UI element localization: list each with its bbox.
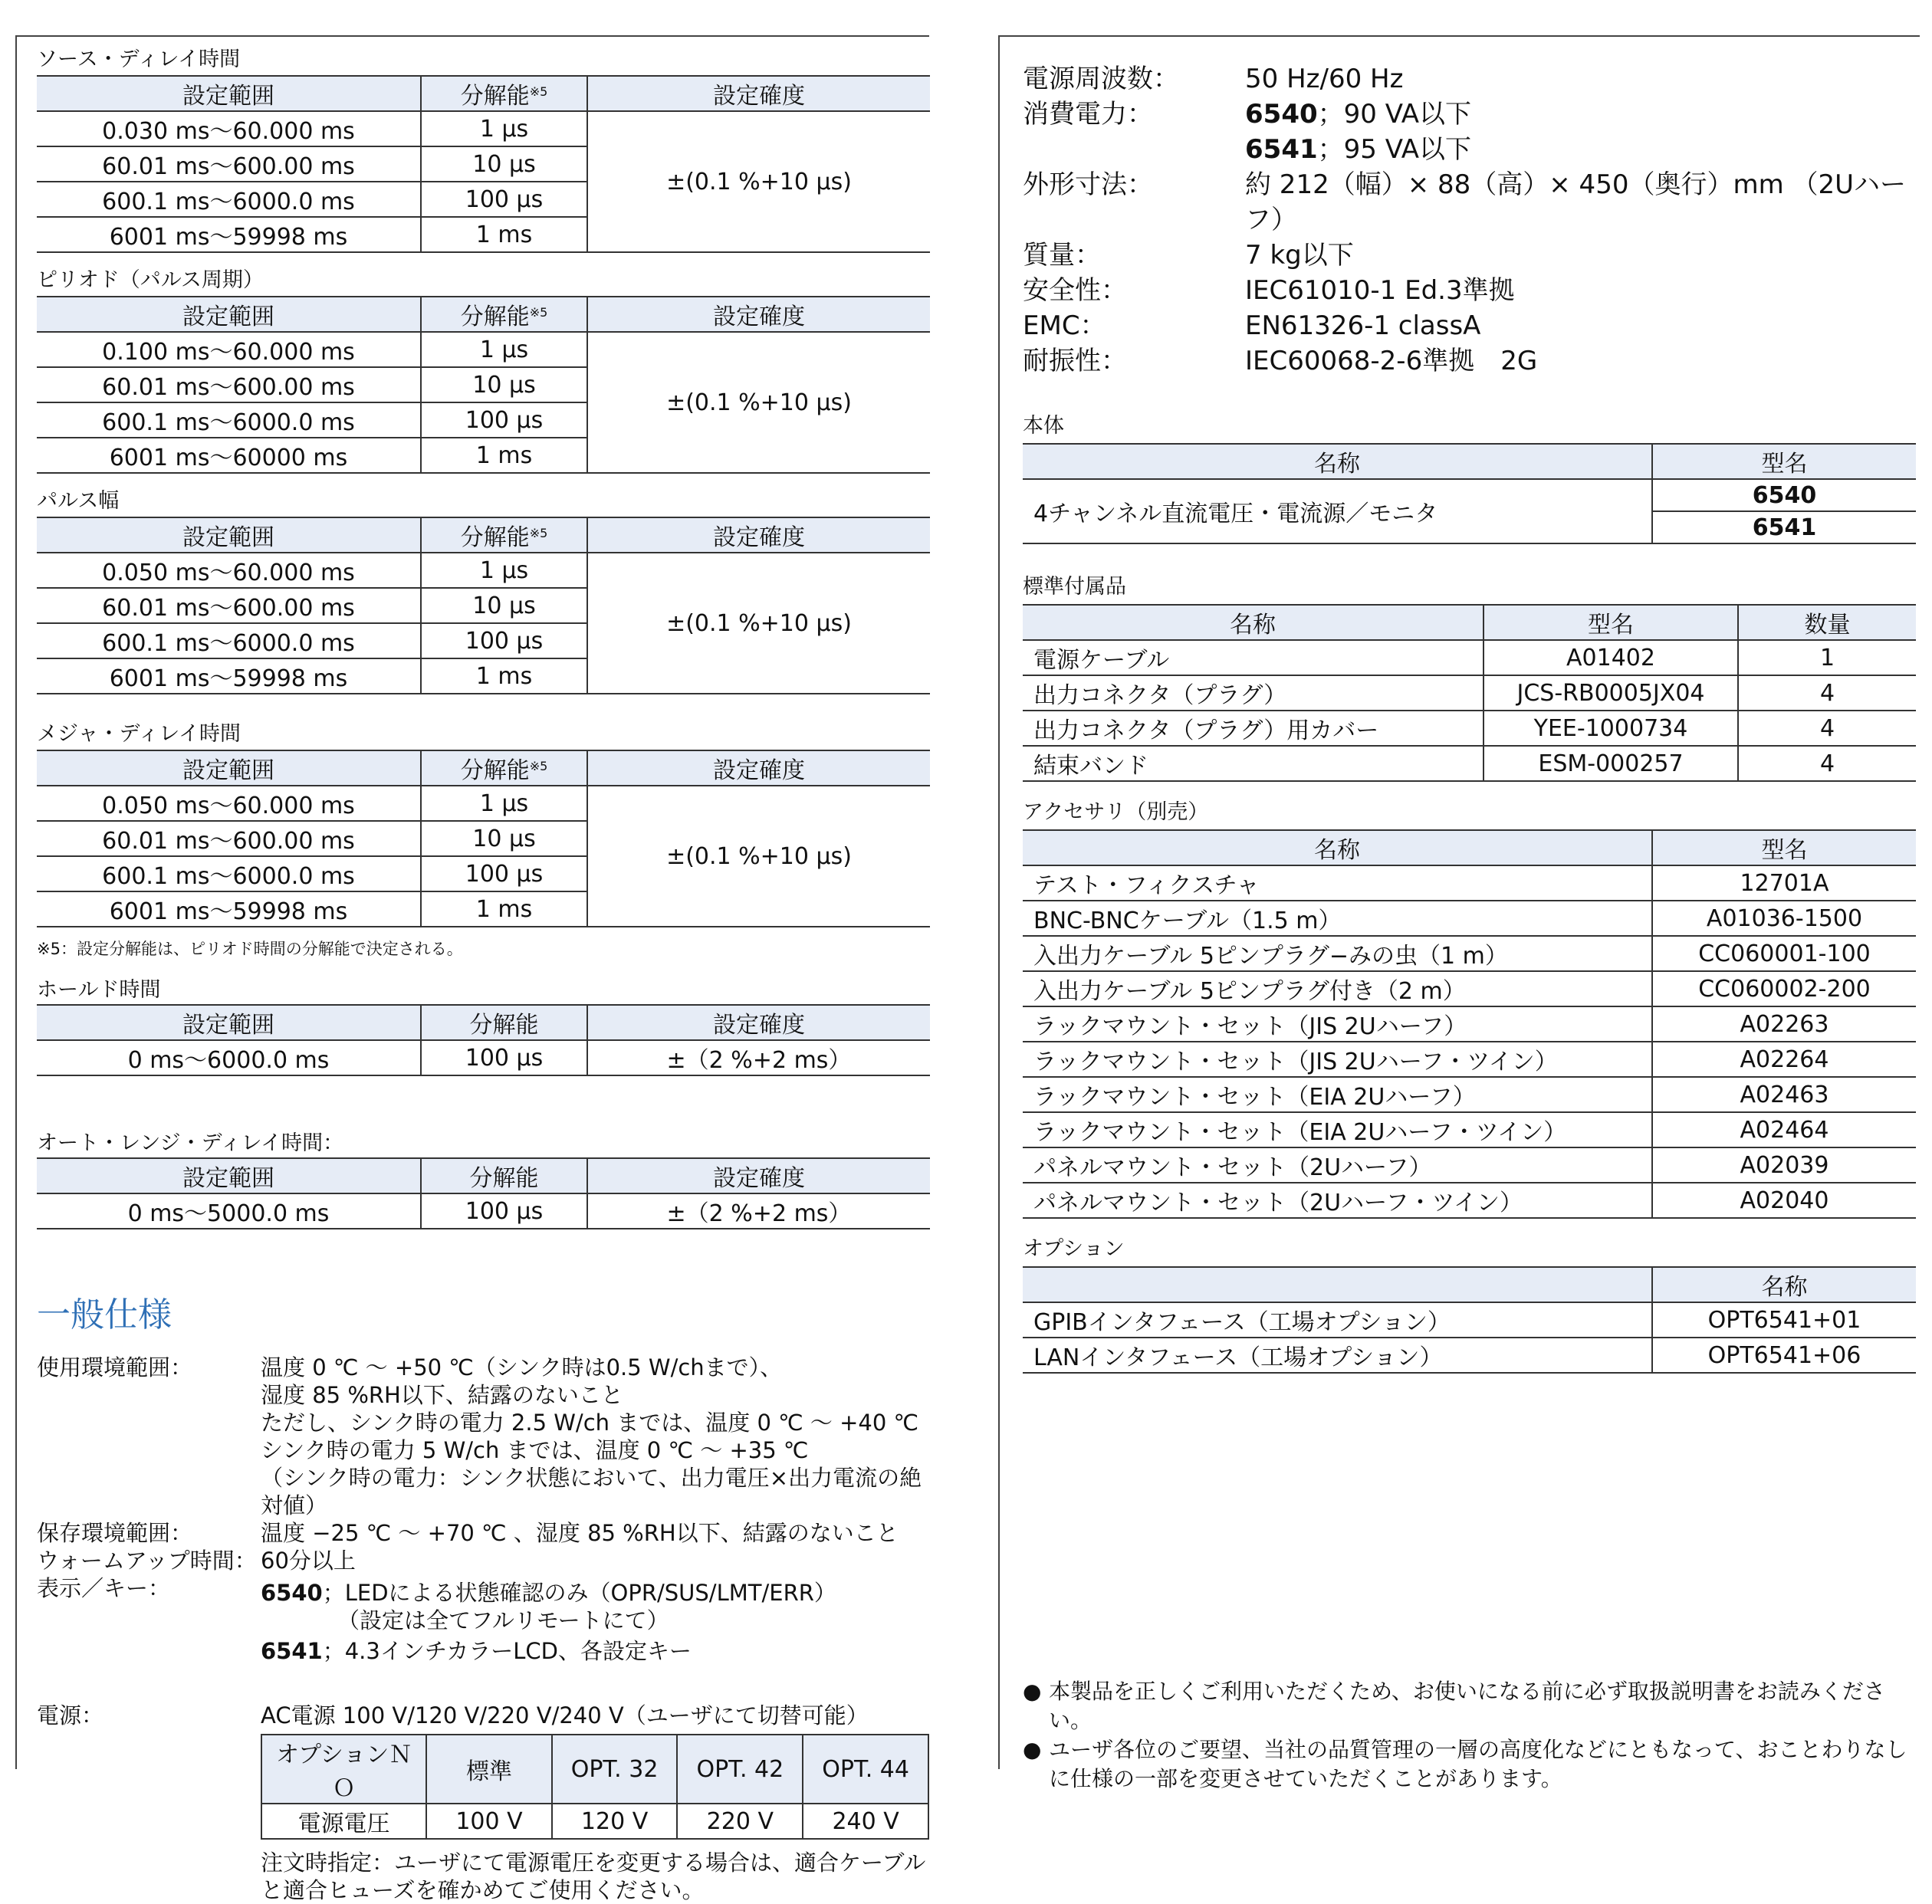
table-cell: OPT. 44: [803, 1735, 928, 1804]
header-label: 分解能: [460, 83, 530, 110]
table-row: [37, 786, 930, 821]
spec-value: [1245, 238, 1354, 273]
header-label: 設定確度: [713, 83, 805, 110]
table-header-row: [37, 1158, 930, 1193]
model-number: 6541: [261, 1638, 323, 1664]
table-cell: パネルマウント・セット（2Uハーフ）: [1023, 1147, 1652, 1183]
resolution-cell: 10 μs: [421, 146, 587, 182]
table-row: [37, 111, 930, 146]
table-cell: OPT6541+06: [1652, 1338, 1916, 1373]
header-label: 設定範囲: [182, 83, 274, 110]
resolution-cell: 100 μs: [421, 623, 587, 658]
table-header-row: [1023, 444, 1916, 479]
model-cell: 6540: [1652, 479, 1916, 511]
spec-value: [1245, 273, 1515, 308]
table-cell: 0 ms～6000.0 ms: [37, 1040, 421, 1075]
table-row: [1023, 1147, 1916, 1183]
table-cell: テスト・フィクスチャ: [1023, 865, 1652, 901]
spec-line: 湿度 85 %RH以下、結露のないこと: [261, 1382, 623, 1408]
left-content: [17, 46, 929, 1904]
accuracy-cell: ±(0.1 %+10 μs): [587, 553, 930, 694]
table-row: [1023, 675, 1916, 711]
table-cell: A01036-1500: [1652, 901, 1916, 936]
table-cell: A02464: [1652, 1112, 1916, 1147]
spec-value: [261, 1519, 929, 1547]
spec-label: 質量：: [1023, 240, 1101, 271]
order-line: 注文時指定：ユーザにて電源電圧を変更する場合は、適合ケーブル: [261, 1850, 926, 1876]
column-header: [421, 297, 587, 332]
footnotes: [1023, 1677, 1927, 1794]
table-cell: 1: [1738, 640, 1916, 675]
table-cell: OPT. 32: [552, 1735, 678, 1804]
right-column: [998, 35, 1920, 1791]
table-cell: 電源電圧: [261, 1804, 426, 1839]
range-cell: 60.01 ms～600.00 ms: [37, 146, 421, 182]
spec-row: [37, 1547, 929, 1574]
order-line: と適合ヒューズを確かめてご使用ください。: [261, 1877, 705, 1903]
table-cell: ラックマウント・セット（JIS 2Uハーフ）: [1023, 1006, 1652, 1042]
spec-value: [1245, 167, 1920, 238]
section-title: オプション: [1023, 1237, 1125, 1261]
spec-row: [1023, 273, 1920, 308]
spec-row: [1023, 343, 1920, 379]
table-cell: 標準: [426, 1735, 551, 1804]
table-header-row: [1023, 1267, 1916, 1302]
table-header-row: [37, 297, 930, 332]
spec-text: 約 212（幅）× 88（高）× 450（奥行）mm （2Uハーフ）: [1245, 169, 1907, 235]
table-row: [37, 1040, 930, 1075]
table-cell: CC060001-100: [1652, 936, 1916, 971]
table-row: [37, 1193, 930, 1229]
spec-text: 7 kg以下: [1245, 240, 1354, 271]
column-header: 設定範囲: [37, 1005, 421, 1040]
resolution-cell: 10 μs: [421, 367, 587, 402]
resolution-cell: 10 μs: [421, 588, 587, 623]
spec-value: [1245, 132, 1471, 167]
spec-value: [1245, 343, 1537, 379]
spec-row: [1023, 308, 1920, 343]
spec-value: [261, 1702, 929, 1729]
column-header: 分解能: [421, 1005, 587, 1040]
table-cell: 12701A: [1652, 865, 1916, 901]
table-cell: 0 ms～5000.0 ms: [37, 1193, 421, 1229]
resolution-cell: 1 ms: [421, 658, 587, 694]
range-cell: 600.1 ms～6000.0 ms: [37, 856, 421, 891]
section-title: ピリオド（パルス周期）: [37, 268, 264, 292]
table-cell: A02039: [1652, 1147, 1916, 1183]
resolution-cell: 10 μs: [421, 821, 587, 856]
range-cell: 0.100 ms～60.000 ms: [37, 332, 421, 367]
table-row: [1023, 1077, 1916, 1112]
header-label: 分解能: [460, 524, 530, 551]
model-number: 6541: [1245, 134, 1318, 165]
spec-value: [261, 1547, 929, 1574]
resolution-cell: 100 μs: [421, 856, 587, 891]
range-cell: 6001 ms～59998 ms: [37, 891, 421, 927]
resolution-cell: 1 μs: [421, 111, 587, 146]
spec-line: [261, 1637, 929, 1665]
spec-row: [37, 1519, 929, 1547]
spec-line: [261, 1579, 929, 1607]
table-cell: 4: [1738, 675, 1916, 711]
table-cell: A02263: [1652, 1006, 1916, 1042]
spec-label: 安全性：: [1023, 275, 1127, 306]
resolution-cell: 1 μs: [421, 786, 587, 821]
spec-table: [37, 296, 930, 474]
order-note: [261, 1849, 929, 1904]
table-row: [1023, 1042, 1916, 1077]
footnote-mark: ※5: [529, 526, 548, 540]
table-cell: 電源ケーブル: [1023, 640, 1484, 675]
spec-value: [1245, 61, 1403, 97]
table-row: [1023, 746, 1916, 781]
spec-line: ただし、シンク時の電力 2.5 W/ch までは、温度 0 ℃ ～ +40 ℃: [261, 1410, 919, 1436]
range-cell: 60.01 ms～600.00 ms: [37, 588, 421, 623]
accuracy-cell: ±(0.1 %+10 μs): [587, 786, 930, 927]
bullet-icon: ●: [1023, 1737, 1042, 1762]
table-cell: 出力コネクタ（プラグ）用カバー: [1023, 711, 1484, 746]
range-cell: 6001 ms～59998 ms: [37, 217, 421, 252]
resolution-cell: 1 ms: [421, 438, 587, 473]
table-row: [261, 1735, 928, 1804]
table-cell: A02463: [1652, 1077, 1916, 1112]
table-cell: ±（2 %+2 ms）: [587, 1193, 930, 1229]
spec-text: EN61326-1 classA: [1245, 310, 1481, 341]
spec-line: （シンク時の電力：シンク状態において、出力電圧×出力電流の絶対値）: [261, 1465, 922, 1518]
spec-line: 温度 0 ℃ ～ +50 ℃（シンク時は0.5 W/chまで）、: [261, 1354, 783, 1380]
model-number: 6540: [261, 1580, 323, 1606]
table-cell: BNC-BNCケーブル（1.5 m）: [1023, 901, 1652, 936]
spec-value: [261, 1574, 929, 1665]
header-label: 設定範囲: [182, 524, 274, 551]
spec-line: AC電源 100 V/120 V/220 V/240 V（ユーザにて切替可能）: [261, 1702, 869, 1728]
accessory-table: [1023, 604, 1916, 782]
section-title: ソース・ディレイ時間: [37, 48, 241, 71]
footnote-mark: ※5: [529, 305, 548, 320]
table-cell: LANインタフェース（工場オプション）: [1023, 1338, 1652, 1373]
spec-line: 60分以上: [261, 1548, 356, 1574]
range-cell: 600.1 ms～6000.0 ms: [37, 182, 421, 217]
table-row: [1023, 971, 1916, 1006]
table-cell: オプションＮＯ: [261, 1735, 426, 1804]
table-cell: 入出力ケーブル 5ピンプラグ−みの虫（1 m）: [1023, 936, 1652, 971]
left-column: [15, 35, 929, 1903]
table-row: [1023, 711, 1916, 746]
spec-label: 耐振性：: [1023, 346, 1127, 376]
range-cell: 0.030 ms～60.000 ms: [37, 111, 421, 146]
spec-label: EMC：: [1023, 310, 1106, 341]
footnote-mark: ※5: [529, 84, 548, 99]
range-cell: 6001 ms～60000 ms: [37, 438, 421, 473]
table-row: [1023, 1338, 1916, 1373]
table-cell: CC060002-200: [1652, 971, 1916, 1006]
spec-row: [1023, 97, 1920, 132]
spec-row: [1023, 61, 1920, 97]
spec-label: ウォームアップ時間：: [37, 1548, 257, 1574]
header-label: 設定確度: [713, 757, 805, 784]
section-title: オート・レンジ・ディレイ時間：: [37, 1131, 344, 1155]
spec-row: [1023, 132, 1920, 167]
general-spec-title: 一般仕様: [37, 1295, 172, 1334]
table-cell: 結束バンド: [1023, 746, 1484, 781]
accuracy-cell: ±(0.1 %+10 μs): [587, 111, 930, 252]
accuracy-cell: ±(0.1 %+10 μs): [587, 332, 930, 473]
column-header: [421, 517, 587, 553]
spec-text: ；95 VA以下: [1317, 134, 1472, 165]
section-title: メジャ・ディレイ時間: [37, 722, 241, 746]
table-cell: A02264: [1652, 1042, 1916, 1077]
column-header: 名称: [1023, 444, 1652, 479]
spec-label: 消費電力：: [1023, 99, 1153, 130]
spec-label: [1023, 132, 1245, 167]
header-label: 分解能: [460, 304, 530, 330]
column-header: 名称: [1652, 1267, 1916, 1302]
table-cell: JCS-RB0005JX04: [1484, 675, 1738, 711]
spec-text: IEC60068-2-6準拠 2G: [1245, 346, 1538, 376]
column-header: 型名: [1652, 830, 1916, 865]
range-cell: 600.1 ms～6000.0 ms: [37, 623, 421, 658]
table-row: [1023, 479, 1916, 511]
column-header: [37, 750, 421, 786]
column-header: 型名: [1652, 444, 1916, 479]
model-cell: 6541: [1652, 511, 1916, 543]
table-row: [261, 1804, 928, 1839]
range-cell: 600.1 ms～6000.0 ms: [37, 402, 421, 438]
resolution-cell: 1 ms: [421, 217, 587, 252]
header-label: 設定確度: [713, 524, 805, 551]
table-cell: YEE-1000734: [1484, 711, 1738, 746]
table-row: [1023, 1112, 1916, 1147]
section-title: アクセサリ（別売）: [1023, 800, 1209, 824]
spec-table: [37, 517, 930, 694]
column-header: [587, 76, 930, 111]
spec-line: 温度 −25 ℃ ～ +70 ℃ 、湿度 85 %RH以下、結露のないこと: [261, 1520, 899, 1546]
section-title: 標準付属品: [1023, 575, 1126, 599]
spec-text: ；90 VA以下: [1317, 99, 1472, 130]
footnote-item: [1023, 1677, 1927, 1735]
column-header: 名称: [1023, 830, 1652, 865]
column-header: [37, 76, 421, 111]
resolution-cell: 100 μs: [421, 402, 587, 438]
accessory-table: [1023, 829, 1916, 1219]
table-row: [1023, 936, 1916, 971]
column-header: 設定確度: [587, 1005, 930, 1040]
column-header: [587, 517, 930, 553]
spec-label: 保存環境範囲：: [37, 1520, 193, 1546]
table-cell: 220 V: [677, 1804, 803, 1839]
product-name-cell: 4チャンネル直流電圧・電流源／モニタ: [1023, 479, 1652, 543]
section-title: 本体: [1023, 414, 1064, 438]
footnote-text: 本製品を正しくご利用いただくため、お使いになる前に必ず取扱説明書をお読みください。: [1049, 1679, 1885, 1733]
spec-text: IEC61010-1 Ed.3準拠: [1245, 275, 1515, 306]
table-row: [37, 332, 930, 367]
resolution-cell: 1 μs: [421, 332, 587, 367]
right-content: [1000, 61, 1920, 1374]
spec-label: 電源周波数：: [1023, 64, 1179, 94]
header-label: 設定確度: [713, 304, 805, 330]
column-header: [421, 750, 587, 786]
footnote-item: [1023, 1735, 1927, 1794]
column-header: [421, 76, 587, 111]
table-cell: OPT6541+01: [1652, 1302, 1916, 1338]
table-cell: ラックマウント・セット（EIA 2Uハーフ）: [1023, 1077, 1652, 1112]
table-row: [1023, 1006, 1916, 1042]
table-cell: 100 μs: [421, 1193, 587, 1229]
column-header: [587, 297, 930, 332]
table-cell: ESM-000257: [1484, 746, 1738, 781]
spec-line: （設定は全てフルリモートにて）: [337, 1607, 669, 1633]
spec-text: 50 Hz/60 Hz: [1245, 64, 1404, 94]
table-row: [1023, 865, 1916, 901]
spec-text: ；4.3インチカラーLCD、各設定キー: [322, 1638, 692, 1664]
model-number: 6540: [1245, 99, 1318, 130]
table-header-row: [1023, 605, 1916, 640]
spec-line: シンク時の電力 5 W/ch までは、温度 0 ℃ ～ +35 ℃: [261, 1437, 809, 1463]
resolution-cell: 1 ms: [421, 891, 587, 927]
table-row: [1023, 1183, 1916, 1218]
column-header: 分解能: [421, 1158, 587, 1193]
table-row: [1023, 901, 1916, 936]
table-header-row: [37, 517, 930, 553]
table-cell: ±（2 %+2 ms）: [587, 1040, 930, 1075]
spec-list: [1023, 61, 1920, 379]
resolution-cell: 1 μs: [421, 553, 587, 588]
spec-table: [37, 75, 930, 253]
table-header-row: [37, 76, 930, 111]
range-cell: 0.050 ms～60.000 ms: [37, 553, 421, 588]
range-cell: 6001 ms～59998 ms: [37, 658, 421, 694]
table-cell: 入出力ケーブル 5ピンプラグ付き（2 m）: [1023, 971, 1652, 1006]
accessory-table: [1023, 443, 1916, 544]
column-header: [37, 517, 421, 553]
table-cell: 4: [1738, 711, 1916, 746]
spec-row: [1023, 167, 1920, 238]
range-cell: 0.050 ms～60.000 ms: [37, 786, 421, 821]
spec-label: 表示／キー：: [37, 1575, 171, 1601]
table-header-row: [1023, 830, 1916, 865]
table-row: [37, 553, 930, 588]
spec-table: [37, 1004, 930, 1076]
spec-row: [37, 1354, 929, 1519]
range-cell: 60.01 ms～600.00 ms: [37, 821, 421, 856]
column-header: 名称: [1023, 605, 1484, 640]
spec-table: [37, 750, 930, 927]
spec-value: [1245, 308, 1480, 343]
section-title: ホールド時間: [37, 978, 161, 1002]
table-cell: OPT. 42: [677, 1735, 803, 1804]
spec-row: [37, 1702, 929, 1729]
section-title: パルス幅: [37, 489, 120, 513]
header-label: 設定範囲: [182, 757, 274, 784]
column-header: 型名: [1484, 605, 1738, 640]
spec-table: [37, 1157, 930, 1229]
spec-row: [37, 1574, 929, 1665]
voltage-table: [261, 1734, 929, 1840]
table-header-row: [37, 750, 930, 786]
spec-row: [1023, 238, 1920, 273]
table-cell: 100 V: [426, 1804, 551, 1839]
header-label: 分解能: [460, 757, 530, 784]
table-cell: A02040: [1652, 1183, 1916, 1218]
table-cell: ラックマウント・セット（JIS 2Uハーフ・ツイン）: [1023, 1042, 1652, 1077]
column-header: 設定範囲: [37, 1158, 421, 1193]
column-header: [1023, 1267, 1652, 1302]
table-cell: 4: [1738, 746, 1916, 781]
table-cell: A01402: [1484, 640, 1738, 675]
spec-value: [261, 1354, 929, 1519]
footnote-mark: ※5: [529, 759, 548, 773]
column-header: [587, 750, 930, 786]
table-cell: ラックマウント・セット（EIA 2Uハーフ・ツイン）: [1023, 1112, 1652, 1147]
spec-label: 電源：: [37, 1702, 104, 1728]
column-header: 設定確度: [587, 1158, 930, 1193]
table-cell: 100 μs: [421, 1040, 587, 1075]
general-specs: [37, 1354, 929, 1729]
spec-label: 使用環境範囲：: [37, 1354, 193, 1380]
table-row: [1023, 640, 1916, 675]
bullet-icon: ●: [1023, 1679, 1042, 1704]
resolution-cell: 100 μs: [421, 182, 587, 217]
table-cell: GPIBインタフェース（工場オプション）: [1023, 1302, 1652, 1338]
column-header: 数量: [1738, 605, 1916, 640]
footnote-text: ユーザ各位のご要望、当社の品質管理の一層の高度化などにともなって、おことわりなしに仕様の一部を変更させていただくことがあります。: [1049, 1737, 1907, 1791]
spec-text: ；LEDによる状態確認のみ（OPR/SUS/LMT/ERR）: [322, 1580, 836, 1606]
table-cell: 240 V: [803, 1804, 928, 1839]
accessory-table: [1023, 1266, 1916, 1374]
table-cell: パネルマウント・セット（2Uハーフ・ツイン）: [1023, 1183, 1652, 1218]
spec-label: 外形寸法：: [1023, 169, 1153, 200]
range-cell: 60.01 ms～600.00 ms: [37, 367, 421, 402]
header-label: 設定範囲: [182, 304, 274, 330]
table-cell: 出力コネクタ（プラグ）: [1023, 675, 1484, 711]
column-header: [37, 297, 421, 332]
table-row: [1023, 1302, 1916, 1338]
table-cell: 120 V: [552, 1804, 678, 1839]
spec-value: [1245, 97, 1471, 132]
table-header-row: [37, 1005, 930, 1040]
footnote: ※5：設定分解能は、ピリオド時間の分解能で決定される。: [37, 940, 463, 958]
